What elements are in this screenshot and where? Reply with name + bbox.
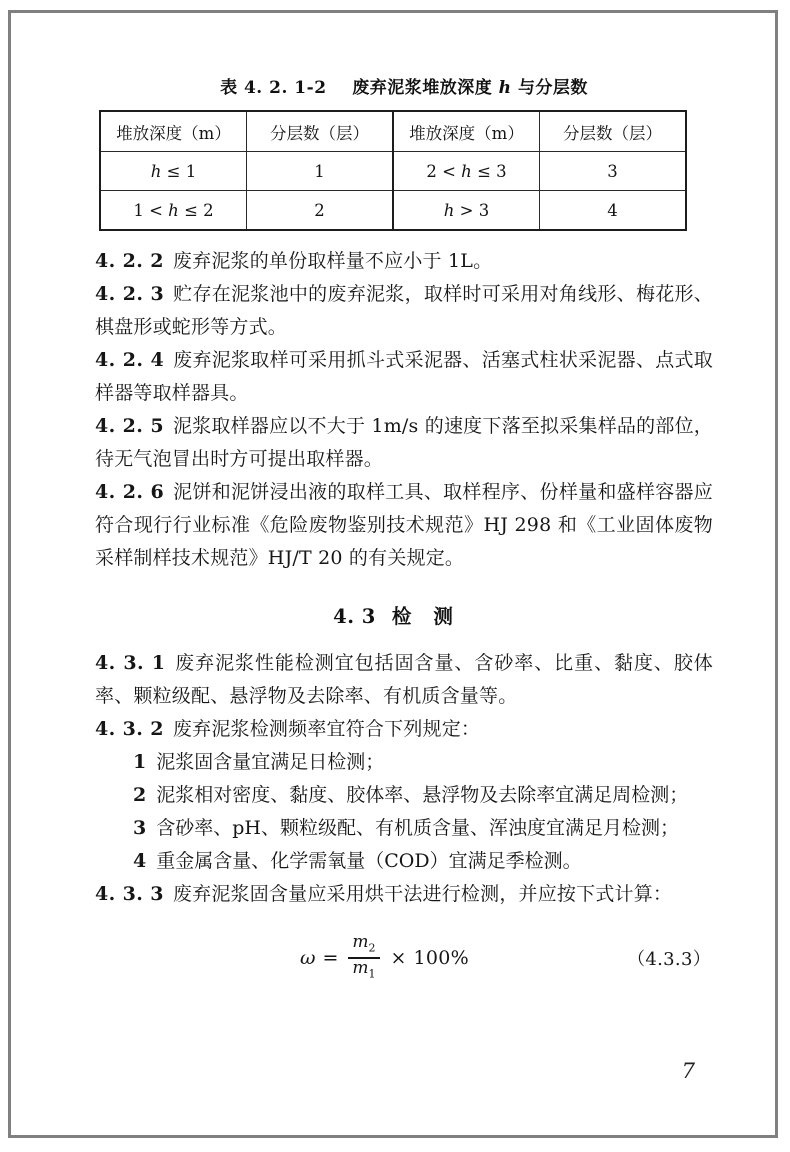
list-item-number: 3 xyxy=(133,817,147,839)
range-post: ≤ 2 xyxy=(184,200,214,220)
clause-4-2-5 xyxy=(95,410,713,476)
clause-text: 泥浆取样器应以不大于 1m/s 的速度下落至拟采集样品的部位，待无气泡冒出时方可提出取样器。 xyxy=(95,415,714,470)
clause-text: 废弃泥浆的单份取样量不应小于 1L。 xyxy=(172,250,493,272)
list-item-text: 泥浆相对密度、黏度、胶体率、悬浮物及去除率宜满足周检测； xyxy=(156,784,689,806)
denominator-symbol: m xyxy=(352,957,369,978)
clause-4-2-3 xyxy=(95,278,713,344)
range-variable: h xyxy=(443,200,455,220)
clause-text: 废弃泥浆性能检测宜包括固含量、含砂率、比重、黏度、胶体率、颗粒级配、悬浮物及去除率、有机质含量等。 xyxy=(95,652,714,707)
list-item-text: 重金属含量、化学需氧量（COD）宜满足季检测。 xyxy=(156,850,582,872)
list-item-number: 4 xyxy=(133,850,147,872)
table-row xyxy=(100,191,686,231)
list-item-text: 泥浆固含量宜满足日检测； xyxy=(156,751,385,773)
section-title: 检测 xyxy=(391,605,475,628)
clause-number: 4. 2. 5 xyxy=(95,415,164,437)
formula-fraction xyxy=(348,933,379,983)
table-cell-layer-count: 4 xyxy=(540,191,687,231)
table-row xyxy=(100,152,686,191)
formula-equals: = xyxy=(322,947,339,970)
page-content xyxy=(11,13,775,1135)
clause-text: 泥饼和泥饼浸出液的取样工具、取样程序、份样量和盛样容器应符合现行行业标准《危险废物鉴别技术规范》HJ 298 和《工业固体废物采样制样技术规范》HJ/T 20 的有关规定。 xyxy=(95,481,713,569)
table-caption-text-after: 与分层数 xyxy=(517,78,588,98)
clause-number: 4. 2. 3 xyxy=(95,283,165,305)
list-item xyxy=(95,845,713,878)
list-item-number: 1 xyxy=(133,751,147,773)
table-header-row xyxy=(100,111,686,152)
clause-4-2-6 xyxy=(95,476,713,575)
range-pre: 1 < xyxy=(133,200,163,220)
table-cell-layer-count: 2 xyxy=(247,191,394,231)
clause-text: 废弃泥浆固含量应采用烘干法进行检测，并应按下式计算： xyxy=(172,883,673,905)
list-item-number: 2 xyxy=(133,784,147,806)
formula-block xyxy=(95,933,713,983)
section-heading-4-3 xyxy=(95,601,713,629)
range-post: > 3 xyxy=(459,200,490,220)
formula-lhs: ω xyxy=(300,947,316,970)
table-header-cell-4: 分层数（层） xyxy=(540,111,687,152)
clause-group-42 xyxy=(95,245,713,575)
clause-4-2-2 xyxy=(95,245,713,278)
clause-number: 4. 3. 3 xyxy=(95,883,164,905)
list-item-text: 含砂率、pH、颗粒级配、有机质含量、浑浊度宜满足月检测； xyxy=(156,817,679,839)
numerator-subscript: 2 xyxy=(368,941,376,955)
formula-times: × xyxy=(390,947,407,970)
range-variable: h xyxy=(168,200,179,220)
table-cell-depth-range xyxy=(393,191,540,231)
table-header-cell-1: 堆放深度（m） xyxy=(100,111,247,152)
table-cell-depth-range xyxy=(393,152,540,191)
table-caption-prefix: 表 4. 2. 1-2 xyxy=(220,78,327,98)
clause-number: 4. 3. 1 xyxy=(95,652,166,674)
range-pre: 2 < xyxy=(426,161,456,181)
formula-numerator xyxy=(348,933,379,957)
formula-expression xyxy=(300,933,469,983)
clause-4-3-1 xyxy=(95,647,713,713)
range-variable: h xyxy=(461,161,472,181)
formula-rhs: 100% xyxy=(413,947,469,970)
denominator-subscript: 1 xyxy=(368,967,376,981)
equation-number: （4.3.3） xyxy=(627,949,711,971)
page-frame xyxy=(8,10,778,1138)
depth-layers-table xyxy=(99,110,687,231)
formula-denominator xyxy=(348,959,379,983)
clause-text: 废弃泥浆检测频率宜符合下列规定： xyxy=(172,718,481,740)
clause-text: 废弃泥浆取样可采用抓斗式采泥器、活塞式柱状采泥器、点式取样器等取样器具。 xyxy=(95,349,713,404)
clause-number: 4. 3. 2 xyxy=(95,718,164,740)
numerator-symbol: m xyxy=(352,932,369,952)
clause-4-2-4 xyxy=(95,344,713,410)
table-cell-layer-count: 1 xyxy=(247,152,394,191)
range-variable: h xyxy=(150,161,162,181)
clause-number: 4. 2. 6 xyxy=(95,481,165,503)
section-number: 4. 3 xyxy=(333,605,376,628)
page-number: 7 xyxy=(681,1059,695,1083)
list-item xyxy=(95,746,713,779)
table-header-cell-3: 堆放深度（m） xyxy=(393,111,540,152)
table-cell-depth-range xyxy=(100,152,247,191)
clause-4-3-2 xyxy=(95,713,713,746)
clause-number: 4. 2. 2 xyxy=(95,250,164,272)
clause-text: 贮存在泥浆池中的废弃泥浆，取样时可采用对角线形、梅花形、棋盘形或蛇形等方式。 xyxy=(95,283,713,338)
table-caption-text-before: 废弃泥浆堆放深度 xyxy=(352,78,493,98)
range-post: ≤ 3 xyxy=(477,161,507,181)
clause-4-3-3 xyxy=(95,878,713,911)
table-cell-depth-range xyxy=(100,191,247,231)
list-item xyxy=(95,779,713,812)
clause-number: 4. 2. 4 xyxy=(95,349,165,371)
list-item xyxy=(95,812,713,845)
table-header-cell-2: 分层数（层） xyxy=(247,111,394,152)
table-cell-layer-count: 3 xyxy=(540,152,687,191)
table-caption-variable: h xyxy=(498,78,512,98)
table-caption xyxy=(95,73,713,98)
range-post: ≤ 1 xyxy=(166,161,197,181)
